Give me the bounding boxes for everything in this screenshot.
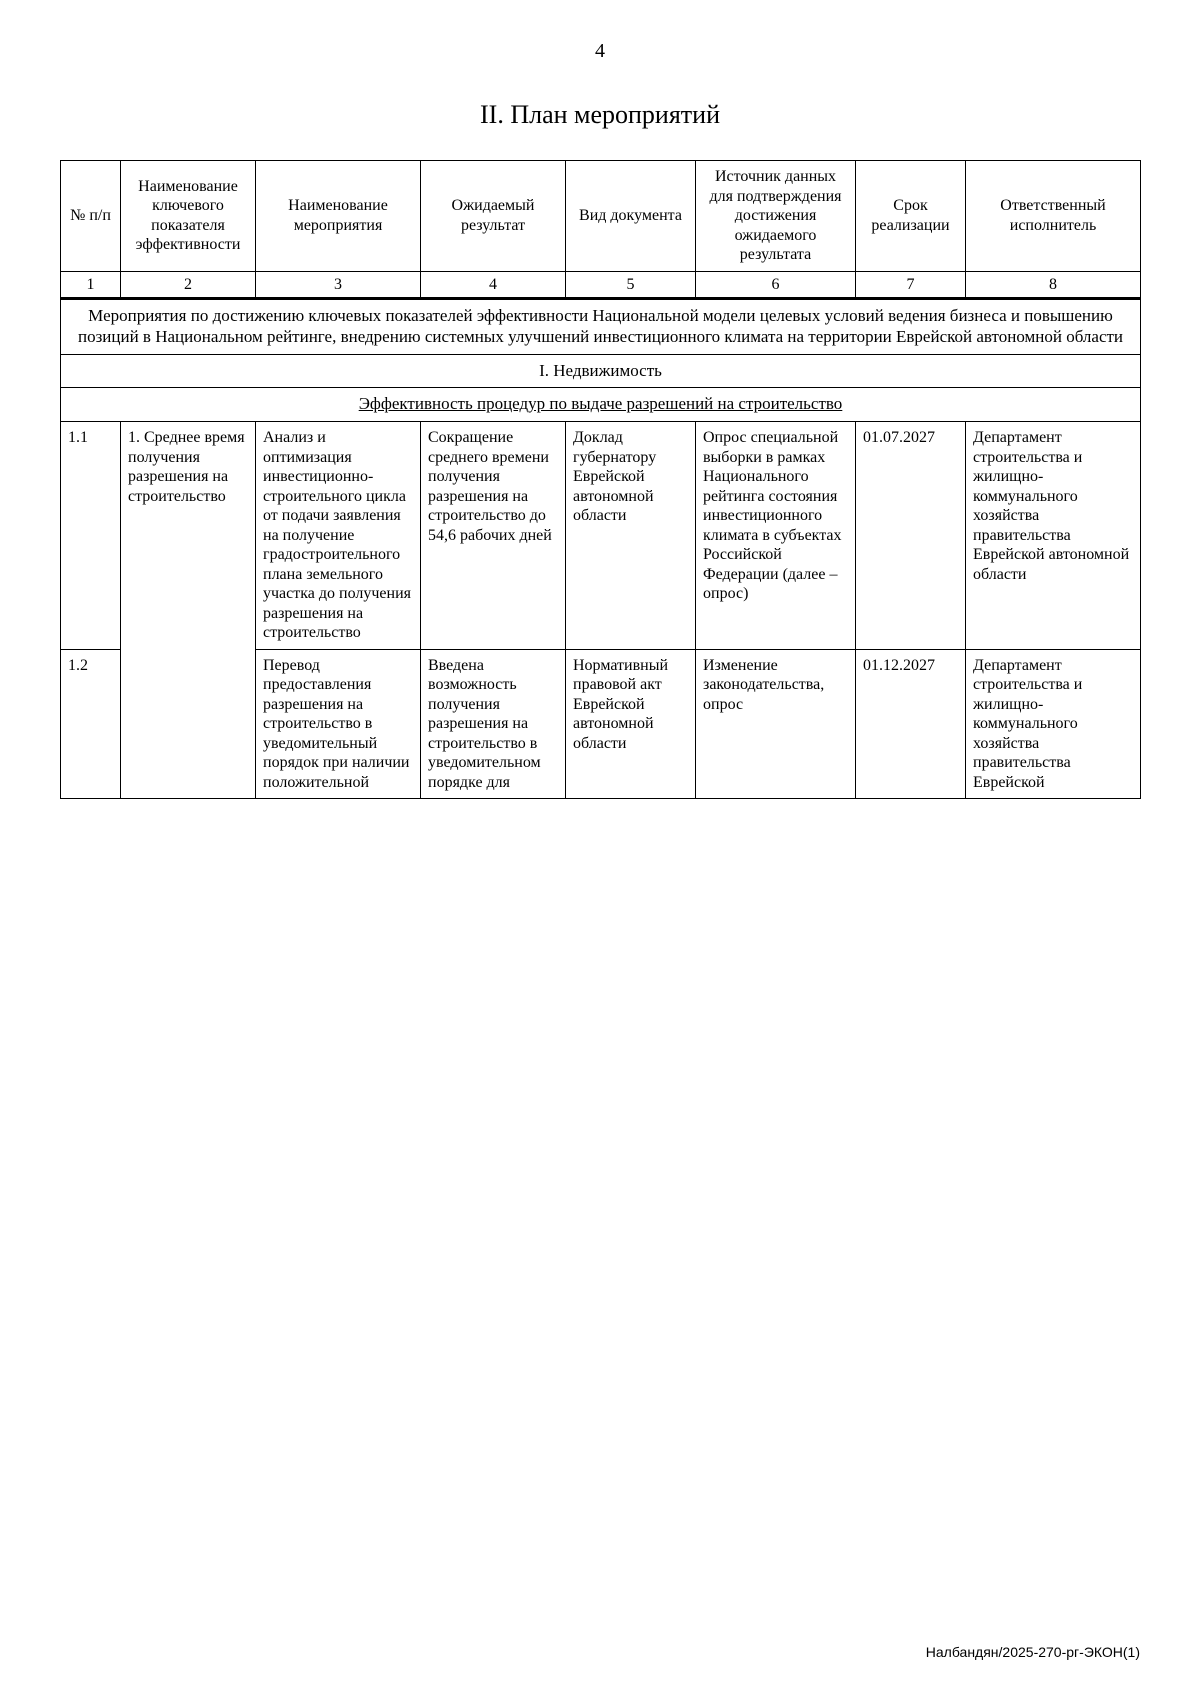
document-code: Налбандян/2025-270-рг-ЭКОН(1) [925,1644,1140,1660]
header-indicator: Наименование ключевого показателя эффективности [121,161,256,272]
row-executor: Департамент строительства и жилищно-коммунального хозяйства правительства Еврейской [966,649,1141,799]
header-doc-type: Вид документа [566,161,696,272]
header-num: № п/п [61,161,121,272]
group-title [61,388,1141,422]
plan-table [60,160,1141,799]
row-deadline: 01.07.2027 [856,422,966,650]
table-header-row [61,161,1141,272]
subsection-row [61,354,1141,388]
table-row [61,422,1141,650]
group-title-text: Эффективность процедур по выдаче разрешений на строительство [358,394,843,414]
header-deadline: Срок реализации [856,161,966,272]
row-measure: Перевод предоставления разрешения на строительство в уведомительный порядок при наличии положительной [256,649,421,799]
header-result: Ожидаемый результат [421,161,566,272]
page-number: 4 [595,40,605,62]
column-number: 8 [966,271,1141,299]
column-number: 2 [121,271,256,299]
block-title: Мероприятия по достижению ключевых показателей эффективности Национальной модели целевых условий ведения бизнеса и повышению позиций в Национальном рейтинге, внедрению системных улучшений инвестиционного климата на территории Еврейской автономной области [61,299,1141,354]
block-title-row [61,299,1141,354]
column-number: 4 [421,271,566,299]
header-measure: Наименование мероприятия [256,161,421,272]
column-number: 1 [61,271,121,299]
column-number: 3 [256,271,421,299]
row-doc-type: Нормативный правовой акт Еврейской автономной области [566,649,696,799]
column-number: 6 [696,271,856,299]
row-source: Опрос специальной выборки в рамках Национального рейтинга состояния инвестиционного климата в субъектах Российской Федерации (далее – опрос) [696,422,856,650]
row-measure: Анализ и оптимизация инвестиционно-строительного цикла от подачи заявления на получение градостроительного плана земельного участка до получения разрешения на строительство [256,422,421,650]
row-result: Сокращение среднего времени получения разрешения на строительство до 54,6 рабочих дней [421,422,566,650]
subsection-title: I. Недвижимость [61,354,1141,388]
column-number: 5 [566,271,696,299]
group-row [61,388,1141,422]
column-number-row [61,271,1141,299]
section-title: II. План мероприятий [480,100,720,129]
row-deadline: 01.12.2027 [856,649,966,799]
column-number: 7 [856,271,966,299]
row-num: 1.2 [61,649,121,799]
row-executor: Департамент строительства и жилищно-коммунального хозяйства правительства Еврейской автономной области [966,422,1141,650]
row-num: 1.1 [61,422,121,650]
row-indicator: 1. Среднее время получения разрешения на строительство [121,422,256,799]
row-result: Введена возможность получения разрешения на строительство в уведомительном порядке для [421,649,566,799]
header-executor: Ответственный исполнитель [966,161,1141,272]
row-source: Изменение законодательства, опрос [696,649,856,799]
header-source: Источник данных для подтверждения достижения ожидаемого результата [696,161,856,272]
row-doc-type: Доклад губернатору Еврейской автономной области [566,422,696,650]
